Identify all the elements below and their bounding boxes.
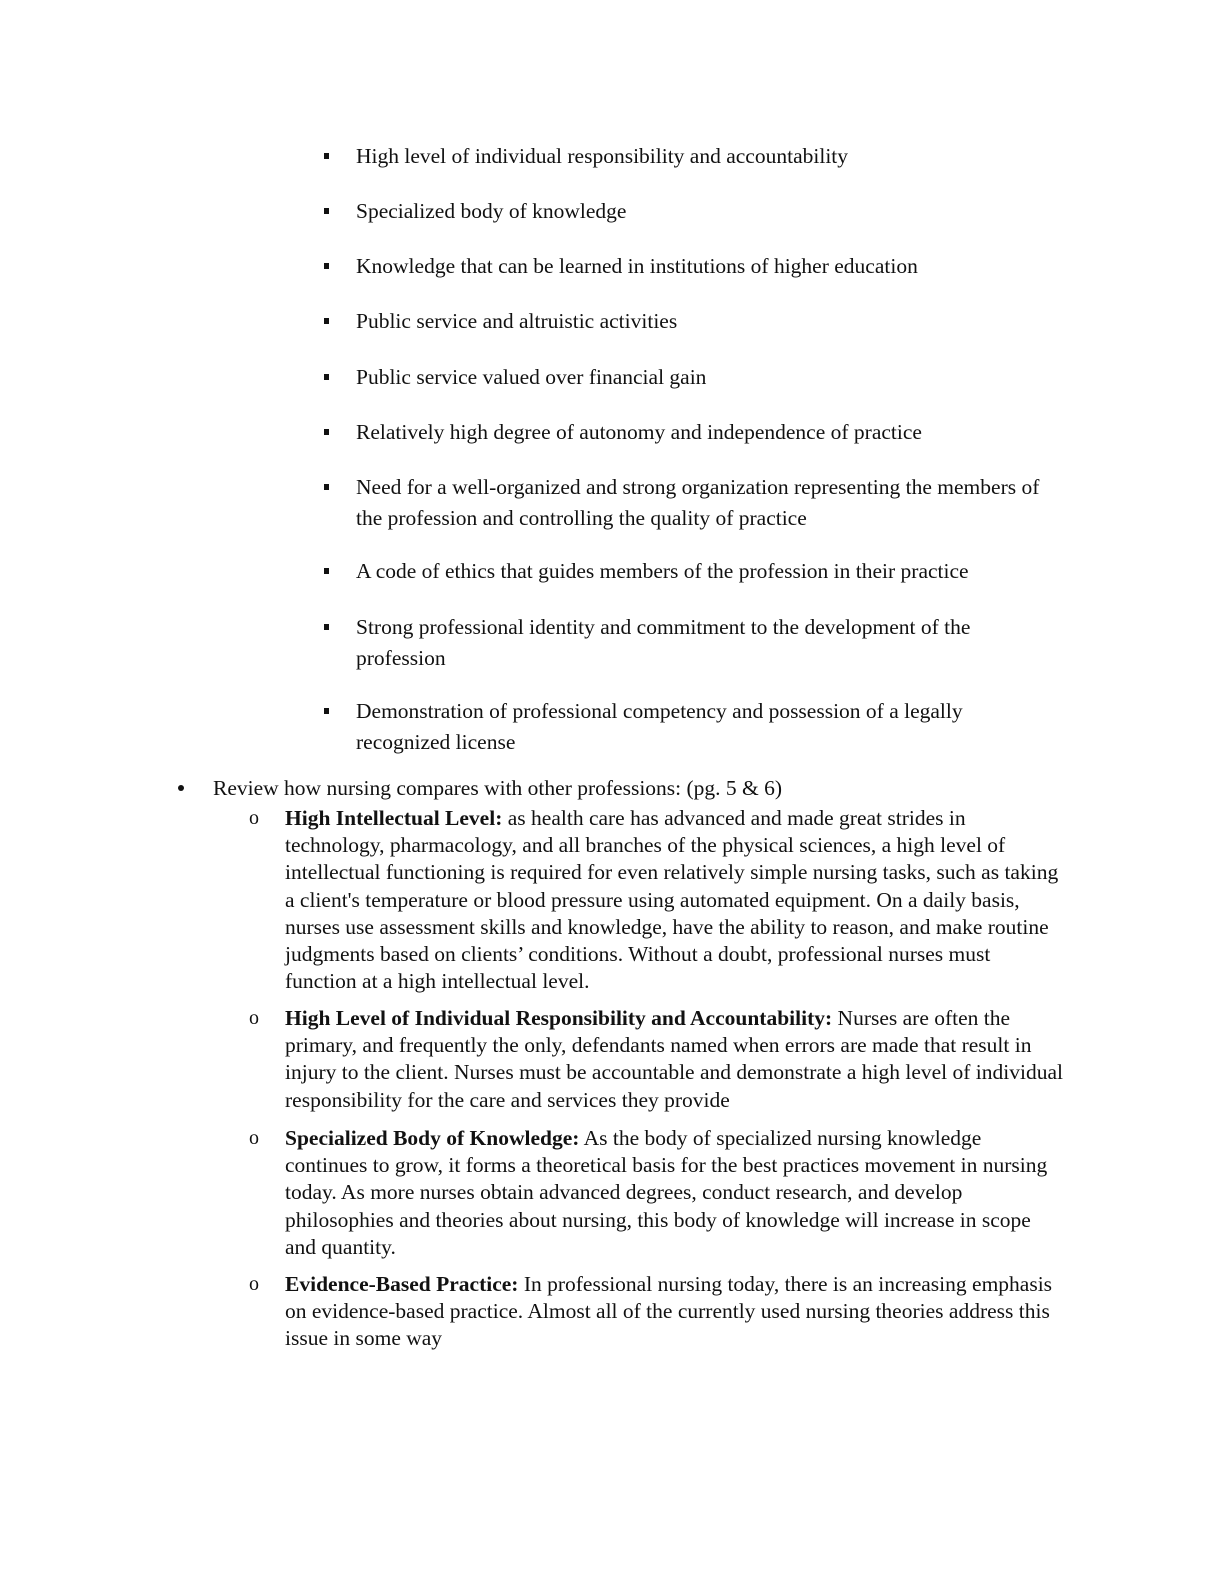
criteria-text: Public service valued over financial gain [356, 365, 707, 389]
criteria-item [356, 417, 1056, 448]
round-bullet-icon [178, 785, 184, 791]
criteria-item [356, 196, 1056, 227]
criteria-item [356, 612, 1056, 674]
comparison-body: As the body of specialized nursing knowledge continues to grow, it forms a theoretical basis for the best practices movement in nursing today. As more nurses obtain advanced degrees, conduct research, and develop philosophies and theories about nursing, this body of knowledge will increase in scope and quantity. [285, 1126, 1048, 1259]
square-bullet-icon [324, 484, 329, 490]
circle-bullet-icon: o [249, 807, 259, 829]
criteria-text: Strong professional identity and commitment to the development of the profession [356, 615, 971, 670]
square-bullet-icon [324, 374, 329, 380]
criteria-text: A code of ethics that guides members of the profession in their practice [356, 559, 969, 583]
review-text: Review how nursing compares with other professions: (pg. 5 & 6) [213, 776, 783, 800]
criteria-item [356, 251, 1056, 282]
square-bullet-icon [324, 429, 329, 435]
criteria-text: Public service and altruistic activities [356, 309, 678, 333]
circle-bullet-icon: o [249, 1127, 259, 1149]
circle-bullet-icon: o [249, 1273, 259, 1295]
criteria-text: Specialized body of knowledge [356, 199, 627, 223]
comparison-body: Nurses are often the primary, and frequently the only, defendants named when errors are made that result in injury to the client. Nurses must be accountable and demonstrate a high level of individual responsibility for the care and services they provide [285, 1006, 1063, 1112]
criteria-text: Need for a well-organized and strong organization representing the members of the profession and controlling the quality of practice [356, 475, 1040, 530]
comparison-heading: High Level of Individual Responsibility and Accountability: [285, 1006, 833, 1030]
criteria-text: Knowledge that can be learned in institutions of higher education [356, 254, 918, 278]
criteria-item [356, 696, 1056, 758]
square-bullet-icon [324, 208, 329, 214]
circle-bullet-icon: o [249, 1007, 259, 1029]
criteria-item [356, 141, 1056, 172]
square-bullet-icon [324, 153, 329, 159]
comparison-item [249, 805, 1065, 995]
comparison-heading: Evidence-Based Practice: [285, 1272, 519, 1296]
square-bullet-icon [324, 263, 329, 269]
criteria-text: Demonstration of professional competency and possession of a legally recognized license [356, 699, 963, 754]
square-bullet-icon [324, 624, 329, 630]
comparison-body: as health care has advanced and made great strides in technology, pharmacology, and all branches of the physical sciences, a high level of intellectual functioning is required for even relatively simple nursing tasks, such as taking a client's temperature or blood pressure using automated equipment. On a daily basis, nurses use assessment skills and knowledge, have the ability to reason, and make routine judgments based on clients’ conditions. Without a doubt, professional nurses must function at a high intellectual level. [285, 806, 1059, 994]
criteria-item [356, 362, 1056, 393]
criteria-text: High level of individual responsibility and accountability [356, 144, 849, 168]
comparison-item [249, 1271, 1065, 1353]
square-bullet-icon [324, 318, 329, 324]
comparison-heading: High Intellectual Level: [285, 806, 503, 830]
criteria-item [356, 556, 1056, 587]
review-heading [213, 774, 1073, 802]
criteria-text: Relatively high degree of autonomy and independence of practice [356, 420, 922, 444]
comparison-heading: Specialized Body of Knowledge: [285, 1126, 580, 1150]
comparison-item [249, 1005, 1065, 1114]
comparison-body: In professional nursing today, there is an increasing emphasis on evidence-based practice. Almost all of the currently used nursing theories address this issue in some way [285, 1272, 1053, 1351]
square-bullet-icon [324, 568, 329, 574]
criteria-item [356, 472, 1056, 534]
criteria-item [356, 306, 1056, 337]
comparison-item [249, 1125, 1065, 1261]
square-bullet-icon [324, 708, 329, 714]
